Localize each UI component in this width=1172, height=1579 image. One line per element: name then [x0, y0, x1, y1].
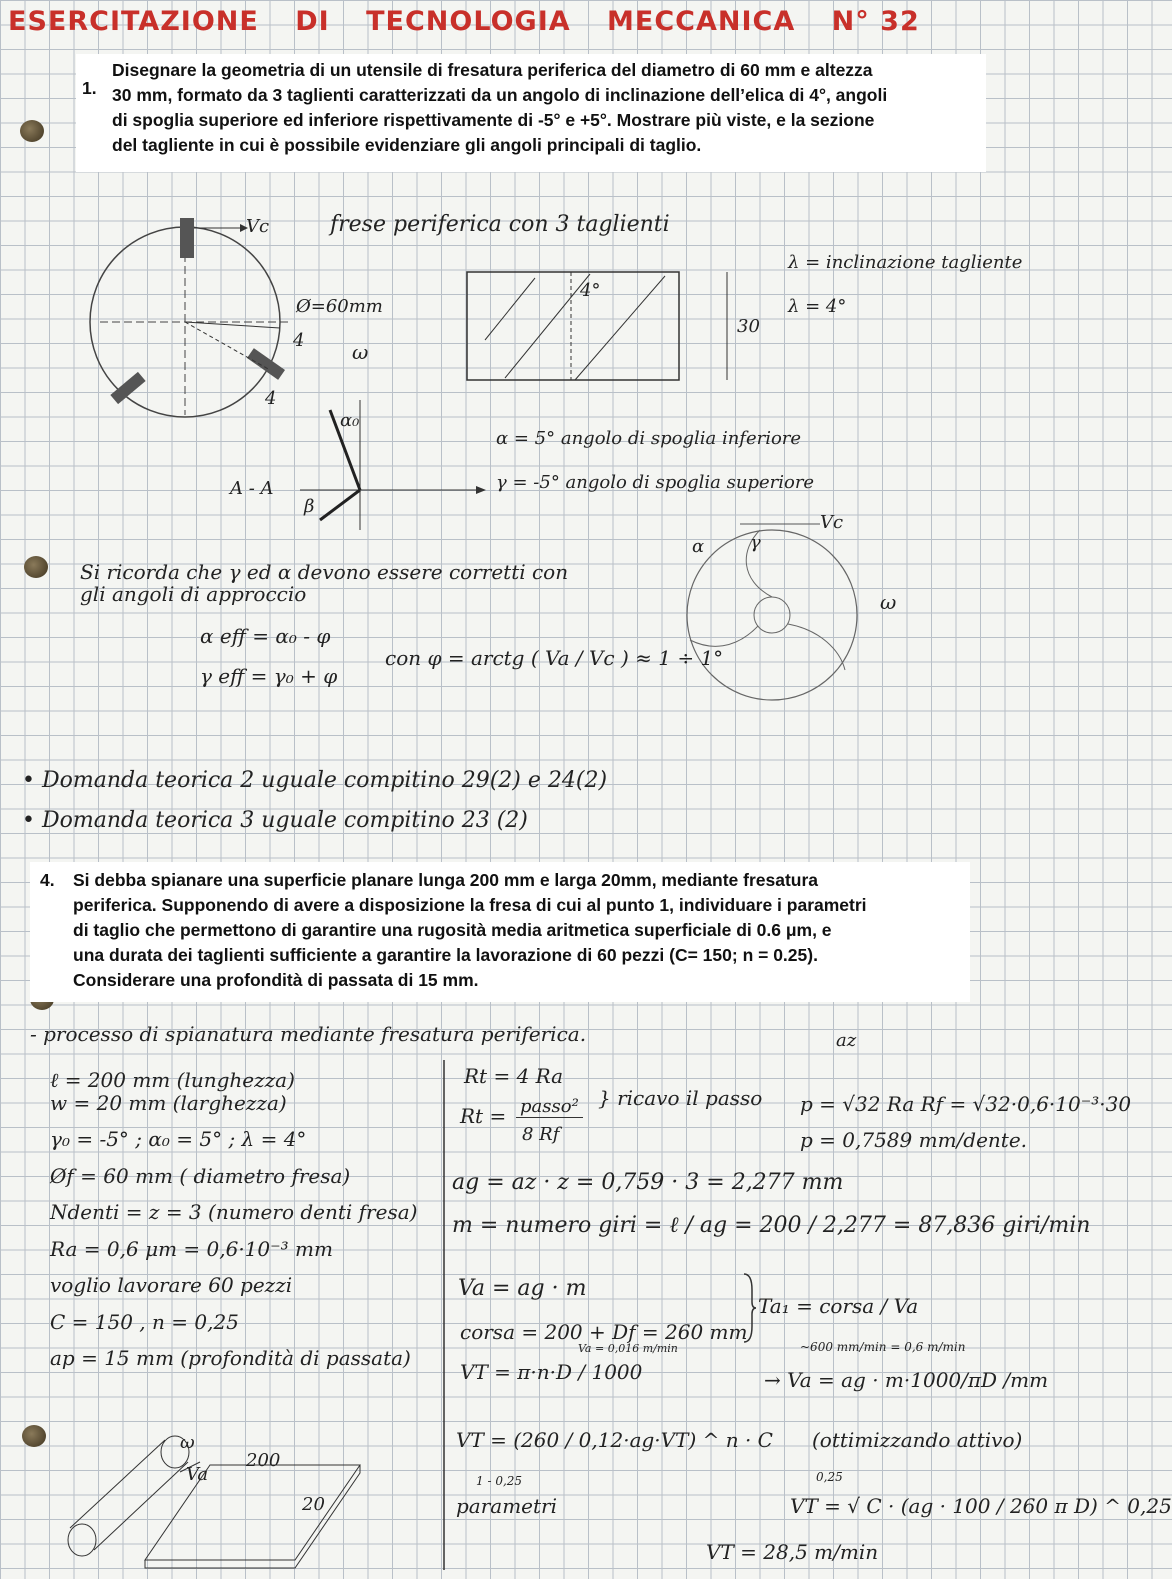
brace-path — [744, 1274, 756, 1342]
helix-line — [505, 274, 590, 378]
problem-line: Si debba spianare una superficie planare lunga 200 mm e larga 20mm, mediante fresatura — [73, 870, 819, 890]
equation: γ eff = γ₀ + φ — [200, 664, 338, 688]
bullet-text: Domanda teorica 2 uguale compitino 29(2) e 24(2) — [41, 768, 608, 793]
param-label: parametri — [456, 1494, 558, 1518]
bullet-text: Domanda teorica 3 uguale compitino 23 (2) — [41, 808, 528, 833]
data-line: voglio lavorare 60 pezzi — [50, 1273, 293, 1297]
problem-1 — [76, 54, 986, 172]
rt-brace: } ricavo il passo — [598, 1086, 763, 1110]
tooth — [180, 218, 194, 258]
solution-heading: - processo di spianatura mediante fresatura periferica. — [30, 1022, 587, 1046]
front-vc-label: Vc — [820, 512, 844, 533]
tooth — [247, 348, 285, 380]
ag-line: ag = az · z = 0,759 · 3 = 2,277 mm — [452, 1170, 844, 1195]
problem-line: di spoglia superiore ed inferiore rispettivamente di -5° e +5°. Mostrare più viste, e la sezione — [112, 110, 875, 130]
radius-line — [185, 322, 280, 328]
flank-face — [320, 490, 360, 520]
gamma-definition: γ = -5° angolo di spoglia superiore — [496, 472, 815, 493]
problem-line: di taglio che permettono di garantire una rugosità media aritmetica superficiale di 0.6 μm, e — [73, 920, 832, 940]
vt2-line: VT = (260 / 0,12·ag·VT) ^ n · C — [456, 1428, 773, 1452]
vt-result: VT = 28,5 m/min — [706, 1540, 879, 1564]
rt-eq-den: 8 Rf — [522, 1124, 560, 1145]
bullet-note: • Domanda teorica 3 uguale compitino 23 (2) — [22, 808, 528, 833]
divider — [440, 1060, 450, 1570]
front-omega-label: ω — [880, 590, 897, 614]
m-line: m = numero giri = ℓ / ag = 200 / 2,277 = 87,836 giri/min — [452, 1213, 1091, 1238]
workpiece-top — [145, 1465, 360, 1560]
beta-label: β — [304, 496, 315, 517]
diameter-label: Ø=60mm — [296, 296, 383, 317]
problem-line: Disegnare la geometria di un utensile di fresatura periferica del diametro di 60 mm e altezza — [112, 60, 873, 80]
workpiece-side — [145, 1465, 360, 1568]
vt-final-formula: VT = √ C · (ag · 100 / 260 π D) ^ 0,25 — [790, 1494, 1172, 1518]
flute — [788, 624, 845, 670]
cut-mark: 4 — [293, 330, 305, 351]
binder-hole — [20, 120, 44, 142]
data-line: ap = 15 mm (profondità di passata) — [50, 1346, 411, 1370]
section-sketch — [290, 390, 510, 540]
front-label-gamma: γ — [750, 532, 761, 553]
alpha-label: α₀ — [340, 410, 360, 431]
height-label: 30 — [737, 316, 760, 337]
corsa-line: corsa = 200 + Df = 260 mm — [460, 1320, 748, 1344]
title-word: MECCANICA — [607, 6, 796, 37]
data-line: Øf = 60 mm ( diametro fresa) — [50, 1163, 351, 1188]
problem-line: una durata dei taglienti sufficiente a garantire la lavorazione di 60 pezzi (C= 150; n = 0.25). — [73, 945, 818, 965]
va-label: Va — [186, 1464, 209, 1485]
omega-label: ω — [180, 1432, 195, 1453]
hub — [754, 597, 790, 633]
dim-label: 200 — [246, 1450, 281, 1471]
cutter-end — [68, 1524, 96, 1556]
cutter-side-outline — [467, 272, 679, 380]
title-word: TECNOLOGIA — [366, 6, 571, 37]
binder-hole — [24, 556, 48, 578]
page-title — [8, 6, 920, 46]
rt-eq: Rt = 4 Ra — [464, 1064, 564, 1088]
data-list — [50, 1062, 440, 1377]
brace — [742, 1272, 756, 1344]
problem-number: 1. — [82, 78, 97, 98]
data-line: C = 150 , n = 0,25 — [50, 1309, 239, 1334]
flute — [690, 626, 758, 646]
problem-line: periferica. Supponendo di avere a disposizione la fresa di cui al punto 1, individuare i parametri — [73, 895, 867, 915]
problem-line: Considerare una profondità di passata di 15 mm. — [73, 970, 479, 990]
vt-note: Va = 0,016 m/min — [578, 1342, 678, 1355]
helix-line — [485, 278, 535, 340]
side-view-sketch — [465, 270, 745, 390]
note-line: Si ricorda che γ ed α devono essere corretti con — [80, 560, 569, 584]
exponent: 1 - 0,25 — [476, 1474, 523, 1488]
title-word: N° 32 — [831, 6, 920, 37]
problem-line: 30 mm, formato da 3 taglienti caratterizzati da un angolo di inclinazione dell’elica di 4°, angoli — [112, 85, 888, 105]
ta-line: Ta₁ = corsa / Va — [758, 1294, 919, 1318]
equation-condition: con φ = arctg ( Va / Vc ) ≈ 1 ÷ 1° — [385, 646, 724, 670]
omega-label: ω — [352, 340, 369, 364]
note-line: gli angoli di approccio — [80, 582, 307, 606]
cutter-edge — [70, 1440, 165, 1528]
vt-note: ~600 mm/min = 0,6 m/min — [800, 1340, 966, 1354]
data-line: w = 20 mm (larghezza) — [50, 1090, 287, 1115]
binder-hole — [22, 1425, 46, 1447]
vc-label: Vc — [246, 216, 270, 237]
exponent: 0,25 — [816, 1470, 843, 1484]
arrowhead — [476, 486, 486, 494]
az-label: az — [836, 1030, 857, 1051]
front-label-alpha: α — [692, 536, 705, 557]
data-line: ℓ = 200 mm (lunghezza) — [50, 1068, 295, 1092]
vt2-note: (ottimizzando attivo) — [812, 1428, 1023, 1452]
va-formula: → Va = ag · m·1000/πD /mm — [764, 1368, 1049, 1392]
lambda-definition: λ = inclinazione tagliente — [788, 252, 1023, 273]
cut-mark: 4 — [265, 388, 277, 409]
bullet-note: • Domanda teorica 2 uguale compitino 29(2) e 24(2) — [22, 768, 608, 793]
front-view-sketch — [680, 520, 880, 710]
problem-4 — [30, 862, 970, 1002]
title-word: DI — [295, 6, 330, 37]
section-label: A - A — [230, 478, 274, 499]
problem-number: 4. — [40, 870, 55, 890]
vt-line: VT = π·n·D / 1000 — [460, 1360, 643, 1384]
equation: α eff = α₀ - φ — [200, 624, 331, 648]
alpha-definition: α = 5° angolo di spoglia inferiore — [496, 428, 802, 449]
rt-eq-left: Rt = — [460, 1104, 507, 1128]
p-formula: p = √32 Ra Rf = √32·0,6·10⁻³·30 — [800, 1092, 1132, 1116]
p-value: p = 0,7589 mm/dente. — [800, 1128, 1028, 1152]
problem-line: del tagliente in cui è possibile evidenziare gli angoli principali di taglio. — [112, 135, 702, 155]
va-line: Va = ag · m — [458, 1276, 587, 1301]
rt-eq-num: passo² — [516, 1096, 583, 1118]
cutter-outline — [687, 530, 857, 700]
dim-label: 20 — [302, 1494, 325, 1515]
helix-angle-mark: 4° — [580, 280, 601, 301]
data-line: Ndenti = z = 3 (numero denti fresa) — [50, 1200, 418, 1224]
sketch-heading: frese periferica con 3 taglienti — [330, 212, 670, 237]
lambda-value: λ = 4° — [788, 296, 847, 317]
data-line: Ra = 0,6 μm = 0,6·10⁻³ mm — [50, 1236, 333, 1261]
cutter-edge — [94, 1462, 188, 1550]
title-word: ESERCITAZIONE — [8, 6, 259, 37]
data-line: γ₀ = -5° ; α₀ = 5° ; λ = 4° — [50, 1127, 307, 1151]
